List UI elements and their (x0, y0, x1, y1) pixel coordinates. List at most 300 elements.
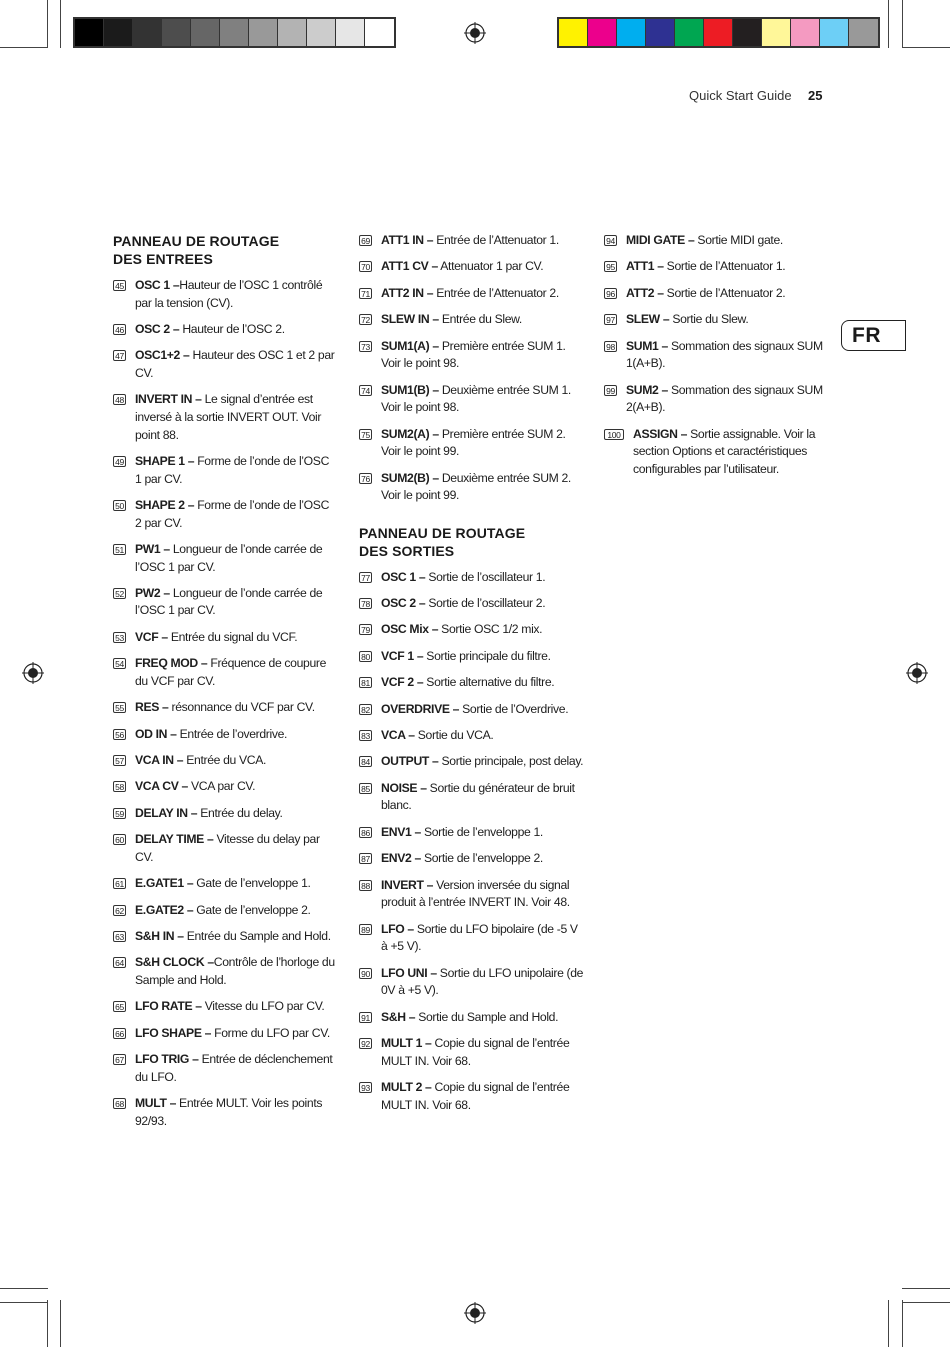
swatch (307, 19, 336, 46)
item-description (626, 258, 829, 276)
item-term: VCF 2 – (381, 675, 424, 690)
grayscale-calibration-bar (73, 17, 396, 48)
section-heading-line: DES ENTREES (113, 251, 213, 267)
item-number-badge: 45 (113, 280, 126, 291)
item-text: Entrée de l’Attenuator 1. (433, 233, 559, 247)
header-title: Quick Start Guide (689, 88, 792, 103)
swatch (762, 19, 791, 46)
item-number-badge: 48 (113, 394, 126, 405)
item-number-badge: 52 (113, 588, 126, 599)
item-description (626, 338, 829, 373)
item-text: Entrée du delay. (197, 805, 283, 820)
item-text: Gate de l’enveloppe 1. (193, 876, 311, 891)
item-description (381, 569, 584, 587)
list-item (359, 850, 584, 868)
list-item (359, 470, 584, 505)
item-number-badge: 64 (113, 957, 126, 968)
item-text: Version inversée du signal produit à l’entrée INVERT IN. Voir 48. (381, 877, 570, 910)
item-number-badge: 60 (113, 834, 126, 845)
color-calibration-bar (557, 17, 880, 48)
column-2 (359, 232, 584, 1123)
item-number-badge: 91 (359, 1012, 372, 1023)
item-term: PW2 – (135, 585, 170, 600)
item-term: DELAY TIME – (135, 832, 214, 847)
item-description (135, 902, 338, 920)
list-item (359, 701, 584, 719)
list-item (113, 1095, 338, 1130)
item-description (381, 965, 584, 1000)
item-description (626, 285, 829, 303)
item-term: LFO RATE – (135, 999, 202, 1014)
item-text: Longueur de l’onde carrée de l’OSC 1 par CV. (135, 585, 323, 618)
list-item (113, 541, 338, 576)
item-description (381, 648, 584, 666)
item-description (135, 391, 338, 444)
item-text: Entrée de l’overdrive. (176, 726, 288, 741)
item-description (381, 426, 584, 461)
item-text: Sortie de l’oscillateur 2. (425, 596, 546, 611)
list-item (359, 311, 584, 329)
list-item (359, 648, 584, 666)
item-number-badge: 72 (359, 314, 372, 325)
item-description (381, 701, 584, 719)
list-item (604, 232, 829, 250)
item-number-badge: 65 (113, 1001, 126, 1012)
item-term: VCA CV – (135, 779, 188, 794)
section-heading-line: PANNEAU DE ROUTAGE (359, 524, 526, 541)
item-description (381, 311, 584, 329)
list-item (359, 780, 584, 815)
item-text: Sommation des signaux SUM 1(A+B). (626, 338, 823, 371)
item-text: Sortie du générateur de bruit blanc. (381, 780, 575, 813)
item-term: S&H CLOCK – (135, 955, 214, 970)
list-item (359, 753, 584, 771)
item-description (135, 726, 338, 744)
item-description (381, 621, 584, 639)
list-item (359, 569, 584, 587)
item-text: Sortie de l’enveloppe 2. (420, 851, 543, 866)
item-text: Sortie OSC 1/2 mix. (438, 622, 543, 637)
item-term: OVERDRIVE – (381, 701, 460, 716)
item-term: OSC 2 – (381, 596, 426, 611)
list-item (359, 595, 584, 613)
swatch (191, 19, 220, 46)
item-number-badge: 84 (359, 756, 372, 767)
item-text: VCA par CV. (187, 779, 256, 794)
item-description (381, 824, 584, 842)
item-text: Copie du signal de l’entrée MULT IN. Voir 68. (381, 1079, 570, 1112)
item-description (135, 277, 338, 312)
item-term: OSC Mix – (381, 622, 439, 637)
list-item (359, 285, 584, 303)
item-number-badge: 87 (359, 853, 372, 864)
item-description (381, 338, 584, 373)
item-term: ATT1 IN – (381, 233, 434, 247)
item-term: SLEW – (626, 312, 670, 327)
item-number-badge: 67 (113, 1054, 126, 1065)
item-description (381, 232, 584, 250)
item-term: SHAPE 2 – (135, 497, 195, 512)
item-number-badge: 59 (113, 808, 126, 819)
item-text: Sortie du Sample and Hold. (415, 1009, 559, 1024)
registration-mark-icon (464, 22, 486, 44)
item-number-badge: 78 (359, 598, 372, 609)
item-description (381, 780, 584, 815)
item-description (381, 674, 584, 692)
item-term: RES – (135, 700, 169, 715)
item-description (381, 595, 584, 613)
item-term: SUM2(A) – (381, 426, 439, 441)
item-number-badge: 70 (359, 261, 372, 272)
item-number-badge: 46 (113, 324, 126, 335)
item-text: Sommation des signaux SUM 2(A+B). (626, 382, 823, 415)
item-term: MULT – (135, 1096, 177, 1111)
item-term: INVERT – (381, 877, 434, 892)
item-term: OSC1+2 – (135, 348, 190, 363)
item-term: DELAY IN – (135, 805, 198, 820)
item-term: ENV2 – (381, 851, 421, 866)
item-number-badge: 74 (359, 385, 372, 396)
item-text: Sortie MIDI gate. (694, 233, 783, 247)
item-description (626, 382, 829, 417)
item-number-badge: 89 (359, 924, 372, 935)
item-text: Sortie du VCA. (414, 728, 494, 743)
item-description (135, 1051, 338, 1086)
item-number-badge: 81 (359, 677, 372, 688)
item-description (135, 831, 338, 866)
item-number-badge: 85 (359, 783, 372, 794)
item-description (381, 877, 584, 912)
item-description (633, 426, 829, 479)
list-item (359, 727, 584, 745)
item-number-badge: 49 (113, 456, 126, 467)
list-item (113, 347, 338, 382)
list-item (113, 497, 338, 532)
item-text: Sortie de l’Attenuator 1. (663, 259, 786, 274)
item-number-badge: 73 (359, 341, 372, 352)
item-number-badge: 55 (113, 702, 126, 713)
swatch (336, 19, 365, 46)
item-number-badge: 92 (359, 1038, 372, 1049)
list-item (359, 426, 584, 461)
item-description (135, 321, 338, 339)
item-term: VCF 1 – (381, 648, 424, 663)
swatch (278, 19, 307, 46)
item-number-badge: 54 (113, 658, 126, 669)
list-item (113, 1051, 338, 1086)
item-number-badge: 61 (113, 878, 126, 889)
item-number-badge: 97 (604, 314, 617, 325)
item-term: E.GATE2 – (135, 902, 194, 917)
item-description (626, 311, 829, 329)
list-item (113, 585, 338, 620)
item-term: LFO SHAPE – (135, 1025, 212, 1040)
item-description (381, 1009, 584, 1027)
list-item (359, 824, 584, 842)
item-description (135, 1095, 338, 1130)
item-description (135, 699, 338, 717)
item-text: Hauteur de l’OSC 1 contrôlé par la tension (CV). (135, 278, 323, 310)
item-text: Entrée de déclenchement du LFO. (135, 1052, 333, 1084)
item-text: Fréquence de coupure du VCF par CV. (135, 656, 327, 688)
item-text: Contrôle de l’horloge du Sample and Hold. (135, 955, 335, 987)
item-term: LFO – (381, 921, 414, 936)
list-item (359, 877, 584, 912)
list-item (113, 875, 338, 893)
item-term: SLEW IN – (381, 312, 439, 327)
item-text: résonnance du VCF par CV. (168, 700, 315, 715)
item-text: Sortie principale du filtre. (423, 648, 551, 663)
list-item (359, 965, 584, 1000)
item-text: Sortie du LFO bipolaire (de -5 V à +5 V). (381, 921, 578, 954)
item-text: Entrée de l’Attenuator 2. (433, 285, 559, 300)
item-text: Sortie du Slew. (669, 312, 749, 327)
item-text: Entrée MULT. Voir les points 92/93. (135, 1096, 323, 1128)
item-text: Le signal d’entrée est inversé à la sortie INVERT OUT. Voir point 88. (135, 392, 322, 442)
item-number-badge: 100 (604, 429, 624, 440)
swatch (104, 19, 133, 46)
item-description (135, 954, 338, 989)
item-description (135, 453, 338, 488)
item-text: Sortie de l’enveloppe 1. (420, 824, 543, 839)
column-1 (113, 232, 338, 1139)
item-text: Forme de l’onde de l’OSC 2 par CV. (135, 497, 330, 530)
item-number-badge: 80 (359, 651, 372, 662)
item-text: Sortie de l’oscillateur 1. (425, 569, 546, 584)
item-number-badge: 98 (604, 341, 617, 352)
item-text: Première entrée SUM 1. Voir le point 98. (381, 338, 566, 371)
item-text: Sortie de l’Attenuator 2. (663, 285, 786, 300)
list-item (113, 954, 338, 989)
item-text: Vitesse du delay par CV. (135, 832, 320, 864)
swatch (733, 19, 762, 46)
swatch (588, 19, 617, 46)
swatch (704, 19, 733, 46)
item-text: Attenuator 1 par CV. (437, 259, 544, 274)
item-description (135, 778, 338, 796)
item-text: Entrée du signal du VCF. (167, 629, 298, 644)
list-item (359, 338, 584, 373)
registration-mark-icon (464, 1302, 486, 1324)
swatch (162, 19, 191, 46)
item-term: ATT1 CV – (381, 259, 438, 274)
list-item (113, 778, 338, 796)
item-term: SUM1(A) – (381, 338, 439, 353)
item-text: Gate de l’enveloppe 2. (193, 902, 311, 917)
item-term: VCA IN – (135, 753, 184, 768)
item-text: Forme du LFO par CV. (211, 1025, 330, 1040)
item-text: Entrée du VCA. (183, 753, 267, 768)
swatch (365, 19, 394, 46)
item-number-badge: 66 (113, 1028, 126, 1039)
list-item (604, 426, 829, 479)
item-text: Sortie du LFO unipolaire (de 0V à +5 V). (381, 965, 584, 998)
item-number-badge: 93 (359, 1082, 372, 1093)
list-item (113, 277, 338, 312)
item-description (135, 805, 338, 823)
item-number-badge: 82 (359, 704, 372, 715)
item-term: ATT2 IN – (381, 285, 434, 300)
item-term: SHAPE 1 – (135, 453, 195, 468)
item-number-badge: 77 (359, 572, 372, 583)
item-number-badge: 56 (113, 729, 126, 740)
item-text: Sortie assignable. Voir la section Options et caractéristiques configurables par l’utilisateur. (633, 426, 816, 476)
item-number-badge: 88 (359, 880, 372, 891)
item-number-badge: 53 (113, 632, 126, 643)
item-description (381, 753, 584, 771)
item-number-badge: 69 (359, 235, 372, 246)
swatch (559, 19, 588, 46)
item-description (135, 541, 338, 576)
list-item (113, 998, 338, 1016)
swatch (675, 19, 704, 46)
list-item (359, 382, 584, 417)
item-number-badge: 75 (359, 429, 372, 440)
item-text: Sortie de l’Overdrive. (459, 701, 569, 716)
item-number-badge: 63 (113, 931, 126, 942)
item-text: Sortie alternative du filtre. (423, 675, 555, 690)
list-item (359, 232, 584, 250)
item-description (626, 232, 829, 250)
item-text: Copie du signal de l’entrée MULT IN. Voir 68. (381, 1035, 570, 1068)
item-term: S&H IN – (135, 928, 184, 943)
swatch (820, 19, 849, 46)
item-term: SUM2(B) – (381, 470, 439, 485)
list-item (113, 453, 338, 488)
item-description (381, 470, 584, 505)
list-item (113, 831, 338, 866)
item-term: ASSIGN – (633, 426, 688, 441)
item-text: Entrée du Sample and Hold. (183, 928, 331, 943)
list-item (359, 621, 584, 639)
page-number: 25 (808, 88, 823, 103)
item-description (381, 850, 584, 868)
item-term: VCA – (381, 728, 415, 743)
section-heading (113, 232, 338, 268)
item-description (381, 1079, 584, 1114)
column-3 (604, 232, 829, 487)
item-term: E.GATE1 – (135, 876, 194, 891)
item-number-badge: 99 (604, 385, 617, 396)
list-item (359, 1035, 584, 1070)
list-item (113, 699, 338, 717)
item-term: OSC 1 – (135, 278, 180, 292)
list-item (113, 321, 338, 339)
list-item (604, 338, 829, 373)
item-description (135, 1025, 338, 1043)
item-term: ENV1 – (381, 824, 421, 839)
item-number-badge: 94 (604, 235, 617, 246)
item-number-badge: 76 (359, 473, 372, 484)
item-term: LFO TRIG – (135, 1052, 199, 1067)
item-term: PW1 – (135, 541, 170, 556)
item-term: OUTPUT – (381, 754, 439, 769)
item-term: OSC 2 – (135, 321, 180, 336)
item-text: Deuxième entrée SUM 1. Voir le point 98. (381, 382, 571, 415)
swatch (133, 19, 162, 46)
list-item (113, 726, 338, 744)
item-term: S&H – (381, 1009, 416, 1024)
item-text: Deuxième entrée SUM 2. Voir le point 99. (381, 470, 571, 503)
item-description (135, 497, 338, 532)
item-text: Hauteur de l’OSC 2. (179, 321, 285, 336)
item-number-badge: 83 (359, 730, 372, 741)
swatch (220, 19, 249, 46)
item-term: SUM1(B) – (381, 382, 439, 397)
item-number-badge: 95 (604, 261, 617, 272)
item-number-badge: 50 (113, 500, 126, 511)
item-term: NOISE – (381, 780, 427, 795)
list-item (113, 902, 338, 920)
language-tab: FR (841, 320, 906, 351)
item-number-badge: 68 (113, 1098, 126, 1109)
section-heading (359, 524, 584, 560)
item-number-badge: 86 (359, 827, 372, 838)
list-item (113, 391, 338, 444)
list-item (359, 674, 584, 692)
item-description (381, 258, 584, 276)
list-item (604, 382, 829, 417)
item-description (135, 998, 338, 1016)
item-description (135, 629, 338, 647)
item-description (381, 285, 584, 303)
item-description (135, 928, 338, 946)
item-term: FREQ MOD – (135, 656, 208, 671)
swatch (617, 19, 646, 46)
item-term: ATT2 – (626, 285, 664, 300)
swatch (849, 19, 878, 46)
item-number-badge: 79 (359, 624, 372, 635)
list-item (359, 921, 584, 956)
item-number-badge: 47 (113, 350, 126, 361)
item-term: OD IN – (135, 726, 177, 741)
item-description (135, 655, 338, 690)
item-text: Hauteur des OSC 1 et 2 par CV. (135, 348, 335, 380)
item-text: Sortie principale, post delay. (438, 754, 584, 769)
item-description (135, 347, 338, 382)
item-description (381, 921, 584, 956)
item-number-badge: 96 (604, 288, 617, 299)
item-description (381, 1035, 584, 1070)
item-term: SUM2 – (626, 382, 668, 397)
section-heading-line: PANNEAU DE ROUTAGE (113, 233, 280, 249)
item-term: VCF – (135, 629, 168, 644)
item-number-badge: 58 (113, 781, 126, 792)
item-term: MIDI GATE – (626, 233, 695, 247)
list-item (113, 752, 338, 770)
registration-mark-icon (22, 662, 44, 684)
list-item (604, 258, 829, 276)
item-term: OSC 1 – (381, 569, 426, 584)
list-item (359, 1079, 584, 1114)
item-number-badge: 71 (359, 288, 372, 299)
swatch (249, 19, 278, 46)
swatch (75, 19, 104, 46)
item-text: Forme de l’onde de l’OSC 1 par CV. (135, 453, 330, 486)
item-number-badge: 51 (113, 544, 126, 555)
item-term: MULT 2 – (381, 1079, 432, 1094)
item-number-badge: 57 (113, 755, 126, 766)
list-item (113, 1025, 338, 1043)
item-term: SUM1 – (626, 338, 668, 353)
list-item (113, 655, 338, 690)
item-description (135, 752, 338, 770)
registration-mark-icon (906, 662, 928, 684)
item-text: Première entrée SUM 2. Voir le point 99. (381, 426, 566, 459)
item-description (135, 585, 338, 620)
item-text: Entrée du Slew. (438, 312, 522, 327)
list-item (604, 285, 829, 303)
